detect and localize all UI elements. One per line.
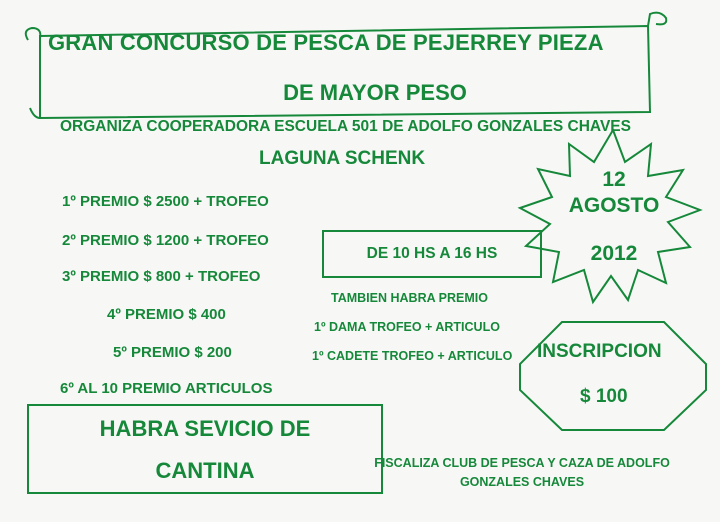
- prize-4: 4º PREMIO $ 400: [107, 306, 226, 323]
- date-month: AGOSTO: [568, 194, 660, 217]
- prize-6-10: 6º AL 10 PREMIO ARTICULOS: [60, 380, 273, 397]
- poster-title-line1: GRAN CONCURSO DE PESCA DE PEJERREY PIEZA: [48, 30, 604, 55]
- extra-prize-cadet: 1º CADETE TROFEO + ARTICULO: [312, 349, 513, 363]
- cantina-box: [27, 404, 383, 494]
- cantina-line1: HABRA SEVICIO DE: [99, 416, 311, 441]
- date-year: 2012: [590, 242, 638, 265]
- prize-5: 5º PREMIO $ 200: [113, 344, 232, 361]
- prize-3: 3º PREMIO $ 800 + TROFEO: [62, 268, 261, 285]
- extra-prize-lady: 1º DAMA TROFEO + ARTICULO: [314, 320, 500, 334]
- registration-price: $ 100: [580, 386, 628, 407]
- location-text: LAGUNA SCHENK: [259, 148, 426, 169]
- oversight-line1: FISCALIZA CLUB DE PESCA Y CAZA DE ADOLFO: [374, 456, 670, 470]
- scroll-curl-right: [648, 13, 666, 26]
- date-day: 12: [602, 168, 626, 191]
- prize-2: 2º PREMIO $ 1200 + TROFEO: [62, 232, 269, 249]
- poster-title-line2: DE MAYOR PESO: [283, 80, 467, 105]
- prize-1: 1º PREMIO $ 2500 + TROFEO: [62, 193, 269, 210]
- registration-octagon: [520, 322, 706, 430]
- registration-label: INSCRIPCION: [537, 341, 662, 362]
- oversight-line2: GONZALES CHAVES: [459, 475, 585, 489]
- extra-prizes-heading: TAMBIEN HABRA PREMIO: [331, 291, 488, 305]
- hours-text: DE 10 HS A 16 HS: [366, 245, 498, 262]
- cantina-line2: CANTINA: [155, 458, 255, 483]
- hours-box: [322, 230, 542, 278]
- organizer-text: ORGANIZA COOPERADORA ESCUELA 501 DE ADOLFO GONZALES CHAVES: [60, 118, 631, 135]
